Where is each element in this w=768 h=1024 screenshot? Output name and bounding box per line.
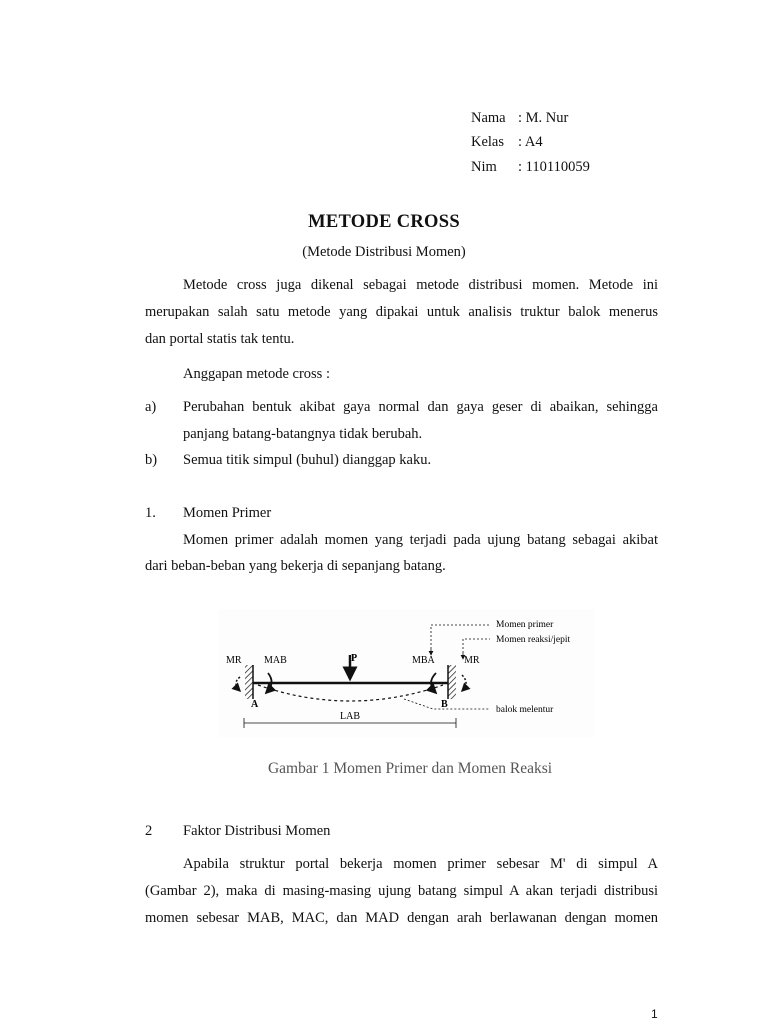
- assumption-a-line-1: Perubahan bentuk akibat gaya normal dan gaya geser di abaikan, sehingga: [183, 399, 658, 415]
- figure-caption: Gambar 1 Momen Primer dan Momen Reaksi: [267, 760, 553, 777]
- deflection-curve: [258, 685, 443, 701]
- info-label-kelas: Kelas: [471, 134, 505, 150]
- section2-number: 2: [145, 823, 153, 839]
- info-label-nim: Nim: [471, 159, 497, 175]
- intro-line-2: merupakan salah satu metode yang dipakai untuk analisis truktur balok menerus: [145, 304, 658, 320]
- info-value-nama: : M. Nur: [518, 110, 569, 126]
- label-a: A: [251, 699, 259, 710]
- section2-line-1: Apabila struktur portal bekerja momen primer sebesar M' di simpul A: [183, 856, 658, 872]
- mr-left-arc-icon: [236, 677, 240, 691]
- label-lab: LAB: [340, 711, 360, 722]
- info-value-kelas: : A4: [518, 134, 543, 150]
- page-number: 1: [651, 1007, 658, 1021]
- section1-heading: Momen Primer: [183, 505, 272, 521]
- label-p: P: [351, 653, 358, 664]
- figure-momen-primer: [218, 609, 594, 737]
- label-balok-melentur: balok melentur: [496, 705, 554, 715]
- label-b: B: [441, 699, 448, 710]
- document-subtitle: (Metode Distribusi Momen): [302, 244, 466, 260]
- label-mr-right: MR: [464, 655, 480, 666]
- intro-line-1: Metode cross juga dikenal sebagai metode distribusi momen. Metode ini: [183, 277, 658, 293]
- assumption-b-line-1: Semua titik simpul (buhul) dianggap kaku.: [183, 452, 432, 468]
- section1-number: 1.: [145, 505, 156, 521]
- mr-right-arc-icon: [462, 675, 466, 691]
- info-label-nama: Nama: [471, 110, 506, 126]
- document-title: METODE CROSS: [308, 212, 460, 232]
- label-mba: MBA: [412, 655, 435, 666]
- section2-heading: Faktor Distribusi Momen: [183, 823, 331, 839]
- assumption-a-line-2: panjang batang-batangnya tidak berubah.: [183, 426, 423, 442]
- assumption-marker-b: b): [145, 452, 158, 468]
- assumption-marker-a: a): [145, 399, 157, 415]
- beam-diagram: [218, 609, 594, 737]
- section1-line-1: Momen primer adalah momen yang terjadi pada ujung batang sebagai akibat: [183, 532, 658, 548]
- right-support-icon: [448, 665, 456, 699]
- info-value-nim: : 110110059: [518, 159, 590, 175]
- label-momen-reaksi: Momen reaksi/jepit: [496, 635, 571, 645]
- section2-line-3: momen sebesar MAB, MAC, dan MAD dengan arah berlawanan dengan momen: [145, 910, 658, 926]
- section2-line-2: (Gambar 2), maka di masing-masing ujung batang simpul A akan terjadi distribusi: [145, 883, 658, 899]
- section1-line-2: dari beban-beban yang bekerja di sepanjang batang.: [145, 558, 446, 574]
- label-momen-primer: Momen primer: [496, 620, 554, 630]
- left-support-icon: [245, 665, 253, 699]
- label-mab: MAB: [264, 655, 287, 666]
- label-mr-left: MR: [226, 655, 242, 666]
- intro-line-3: dan portal statis tak tentu.: [145, 331, 295, 347]
- assumptions-heading: Anggapan metode cross :: [183, 366, 330, 382]
